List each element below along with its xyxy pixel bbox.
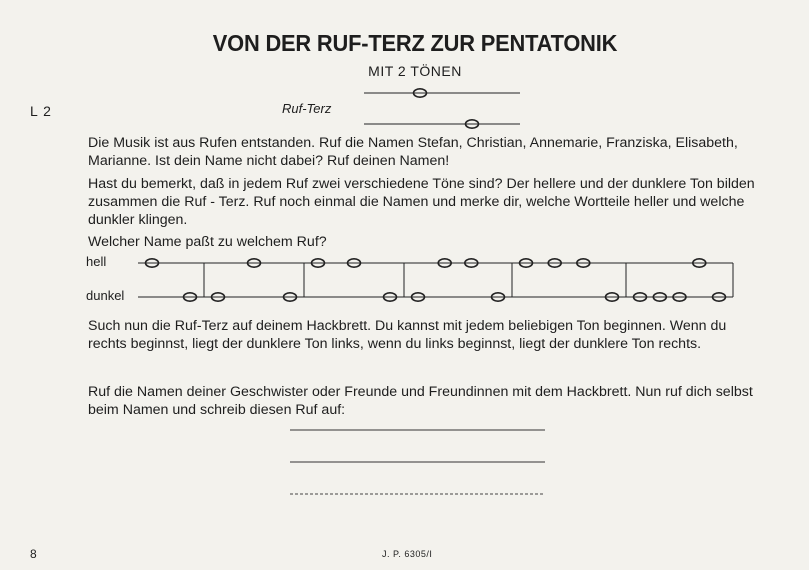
publisher-code: J. P. 6305/I xyxy=(382,549,433,559)
paragraph-question: Welcher Name paßt zu welchem Ruf? xyxy=(88,234,327,250)
paragraph-task: Ruf die Namen deiner Geschwister oder Freunde und Freundinnen mit dem Hackbrett. Nun ruf dich selbst beim Namen und schreib diesen Ruf auf: xyxy=(88,384,753,419)
staff-label-high: hell xyxy=(86,254,107,269)
ruf-terz-diagram xyxy=(364,89,520,128)
staff-label-low: dunkel xyxy=(86,288,125,303)
page-title: VON DER RUF-TERZ ZUR PENTATONIK xyxy=(212,30,618,56)
page-subtitle: MIT 2 TÖNEN xyxy=(368,63,462,79)
page-number: 8 xyxy=(30,547,37,561)
paragraph-intro: Die Musik ist aus Rufen entstanden. Ruf die Namen Stefan, Christian, Annemarie, Franziska, Elisabeth, Marianne. Ist dein Name nicht dabei? Ruf deinen Namen! xyxy=(88,135,738,170)
paragraph-observe: Hast du bemerkt, daß in jedem Ruf zwei verschiedene Töne sind? Der hellere und der dunklere Ton bilden zusammen die Ruf - Terz. Ruf noch einmal die Namen und merke dir, welche Wortteile heller und welche dunkler klingen. xyxy=(88,176,755,229)
lesson-label: L 2 xyxy=(30,103,52,119)
call-staff xyxy=(138,263,733,297)
ruf-terz-label: Ruf-Terz xyxy=(282,101,332,116)
answer-lines xyxy=(290,430,545,494)
paragraph-instrument: Such nun die Ruf-Terz auf deinem Hackbrett. Du kannst mit jedem beliebigen Ton beginnen. Wenn du rechts beginnst, liegt der dunklere Ton links, wenn du links beginnst, liegt der dunklere Ton rechts. xyxy=(88,318,727,353)
